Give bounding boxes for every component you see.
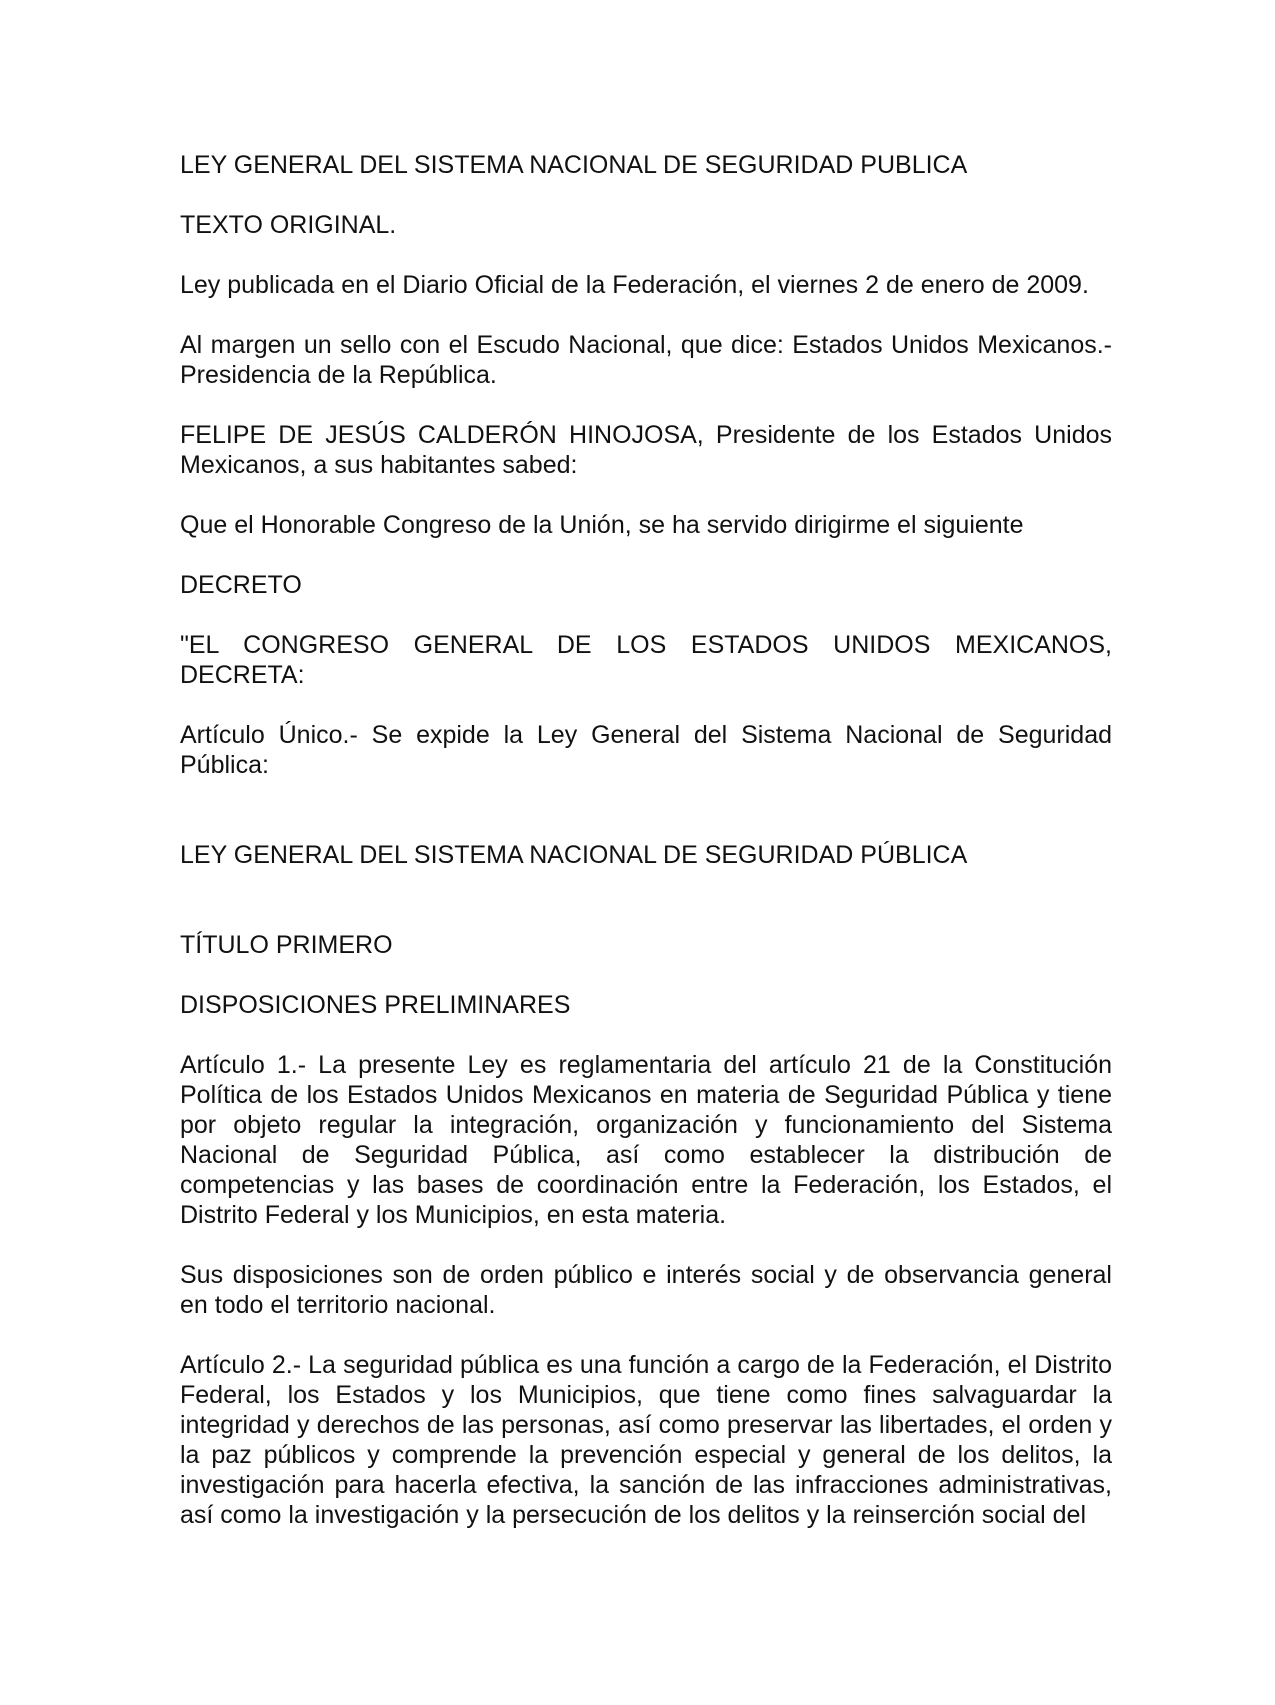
title-one-heading: TÍTULO PRIMERO bbox=[180, 931, 393, 959]
document-header-title: LEY GENERAL DEL SISTEMA NACIONAL DE SEGURIDAD PUBLICA bbox=[180, 151, 968, 179]
seal-note: Al margen un sello con el Escudo Nacional, que dice: Estados Unidos Mexicanos.- Presidencia de la República. bbox=[180, 331, 1112, 389]
texto-original-label: TEXTO ORIGINAL. bbox=[180, 211, 397, 239]
decree-heading: DECRETO bbox=[180, 571, 302, 599]
article-2-paragraph: Artículo 2.- La seguridad pública es una función a cargo de la Federación, el Distrito Federal, los Estados y los Municipios, que tiene como fines salvaguardar la integridad y derechos de las personas, así como preservar las libertades, el orden y la paz públicos y comprende la prevención especial y general de los delitos, la investigación para hacerla efectiva, la sanción de las infracciones administrativas, así como la investigación y la persecución de los delitos y la reinserción social del bbox=[180, 1351, 1112, 1529]
general-congress-paragraph: "EL CONGRESO GENERAL DE LOS ESTADOS UNIDOS MEXICANOS, DECRETA: bbox=[180, 631, 1112, 689]
president-paragraph: FELIPE DE JESÚS CALDERÓN HINOJOSA, Presidente de los Estados Unidos Mexicanos, a sus habitantes sabed: bbox=[180, 421, 1112, 479]
article-1-paragraph: Artículo 1.- La presente Ley es reglamentaria del artículo 21 de la Constitución Política de los Estados Unidos Mexicanos en materia de Seguridad Pública y tiene por objeto regular la integración, organización y funcionamiento del Sistema Nacional de Seguridad Pública, así como establecer la distribución de competencias y las bases de coordinación entre la Federación, los Estados, el Distrito Federal y los Municipios, en esta materia. bbox=[180, 1051, 1112, 1229]
congress-paragraph: Que el Honorable Congreso de la Unión, se ha servido dirigirme el siguiente bbox=[180, 511, 1024, 539]
single-article-paragraph: Artículo Único.- Se expide la Ley General del Sistema Nacional de Seguridad Pública: bbox=[180, 721, 1112, 779]
law-title: LEY GENERAL DEL SISTEMA NACIONAL DE SEGURIDAD PÚBLICA bbox=[180, 841, 968, 869]
document-page bbox=[180, 150, 1112, 1530]
publication-note: Ley publicada en el Diario Oficial de la Federación, el viernes 2 de enero de 2009. bbox=[180, 271, 1089, 299]
public-order-paragraph: Sus disposiciones son de orden público e interés social y de observancia general en todo el territorio nacional. bbox=[180, 1261, 1112, 1319]
preliminary-provisions-heading: DISPOSICIONES PRELIMINARES bbox=[180, 991, 571, 1019]
